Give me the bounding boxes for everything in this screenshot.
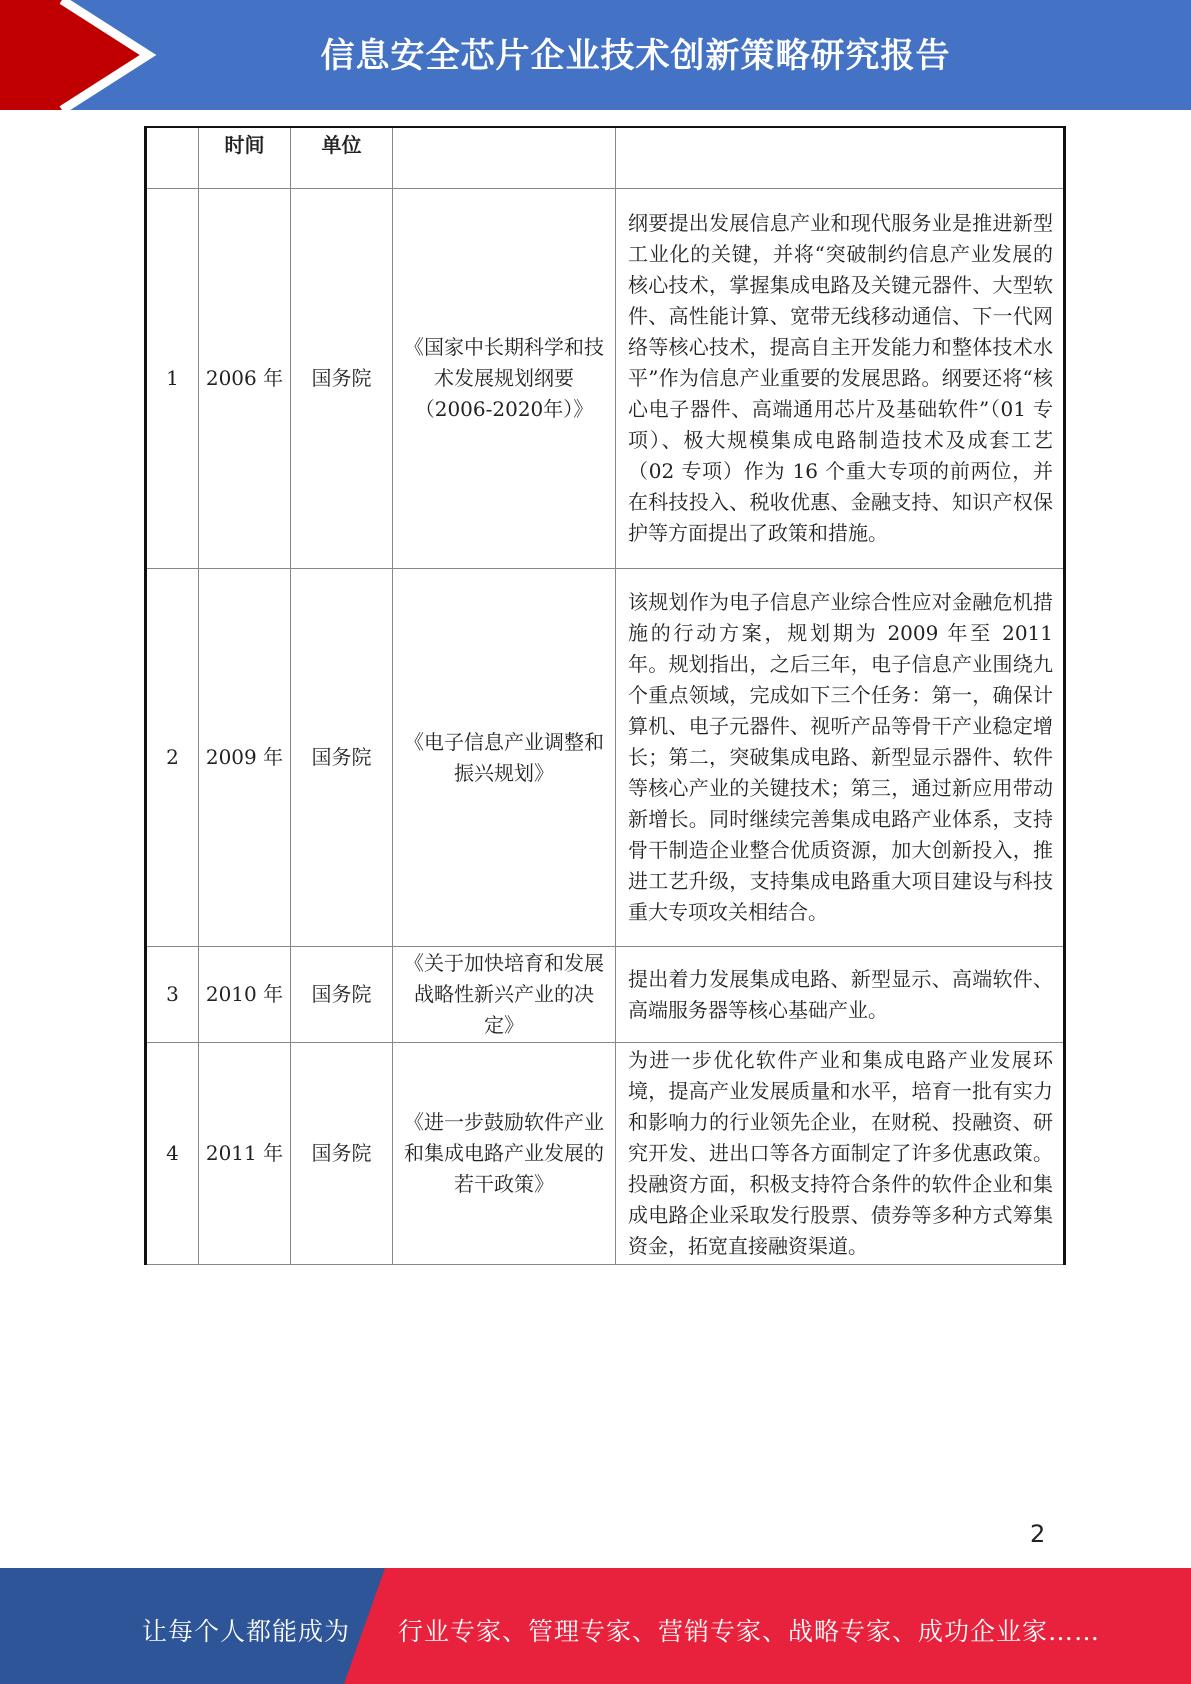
header-org: 单位 xyxy=(291,127,393,189)
row-title: 《关于加快培育和发展战略性新兴产业的决定》 xyxy=(393,947,616,1043)
header-year: 时间 xyxy=(199,127,291,189)
footer-slogan-left: 让每个人都能成为 xyxy=(142,1617,351,1646)
row-org: 国务院 xyxy=(291,189,393,569)
row-year: 2011 年 xyxy=(199,1043,291,1265)
table-row xyxy=(146,189,1065,569)
table-header-row xyxy=(146,127,1065,189)
row-title: 《进一步鼓励软件产业和集成电路产业发展的若干政策》 xyxy=(393,1043,616,1265)
footer-slogan-right: 行业专家、管理专家、营销专家、战略专家、成功企业家…… xyxy=(398,1617,1101,1646)
row-org: 国务院 xyxy=(291,569,393,947)
row-description: 提出着力发展集成电路、新型显示、高端软件、高端服务器等核心基础产业。 xyxy=(616,947,1065,1043)
row-description: 纲要提出发展信息产业和现代服务业是推进新型工业化的关键，并将“突破制约信息产业发展的核心技术，掌握集成电路及关键元器件、大型软件、高性能计算、宽带无线移动通信、下一代网络等核心技术，提高自主开发能力和整体技术水平”作为信息产业重要的发展思路。纲要还将“核心电子器件、高端通用芯片及基础软件”（01 专项）、极大规模集成电路制造技术及成套工艺（02 专项）作为 16 个重大专项的前两位，并在科技投入、税收优惠、金融支持、知识产权保护等方面提出了政策和措施。 xyxy=(616,189,1065,569)
policy-table xyxy=(144,126,1066,1265)
page-number: 2 xyxy=(1030,1520,1046,1548)
footer-banner xyxy=(0,1568,1191,1684)
row-description: 为进一步优化软件产业和集成电路产业发展环境，提高产业发展质量和水平，培育一批有实力和影响力的行业领先企业，在财税、投融资、研究开发、进出口等各方面制定了许多优惠政策。投融资方面，积极支持符合条件的软件企业和集成电路企业采取发行股票、债券等多种方式筹集资金，拓宽直接融资渠道。 xyxy=(616,1043,1065,1265)
header-arrow-decoration xyxy=(0,0,170,110)
row-year: 2006 年 xyxy=(199,189,291,569)
document-title: 信息安全芯片企业技术创新策略研究报告 xyxy=(320,36,951,76)
row-number: 1 xyxy=(146,189,199,569)
row-year: 2009 年 xyxy=(199,569,291,947)
row-org: 国务院 xyxy=(291,1043,393,1265)
row-number: 2 xyxy=(146,569,199,947)
row-description: 该规划作为电子信息产业综合性应对金融危机措施的行动方案，规划期为 2009 年至 2011 年。规划指出，之后三年，电子信息产业围绕九个重点领域，完成如下三个任务：第一，确保计算机、电子元器件、视听产品等骨干产业稳定增长；第二，突破集成电路、新型显示器件、软件等核心产业的关键技术；第三，通过新应用带动新增长。同时继续完善集成电路产业体系，支持骨干制造企业整合优质资源，加大创新投入，推进工艺升级，支持集成电路重大项目建设与科技重大专项攻关相结合。 xyxy=(616,569,1065,947)
table-row xyxy=(146,947,1065,1043)
row-org: 国务院 xyxy=(291,947,393,1043)
row-year: 2010 年 xyxy=(199,947,291,1043)
header-no xyxy=(146,127,199,189)
header-desc xyxy=(616,127,1065,189)
row-number: 3 xyxy=(146,947,199,1043)
table-row xyxy=(146,1043,1065,1265)
row-title: 《电子信息产业调整和振兴规划》 xyxy=(393,569,616,947)
header-banner xyxy=(0,0,1191,110)
row-number: 4 xyxy=(146,1043,199,1265)
row-title: 《国家中长期科学和技术发展规划纲要（2006-2020年）》 xyxy=(393,189,616,569)
header-title xyxy=(393,127,616,189)
table-row xyxy=(146,569,1065,947)
